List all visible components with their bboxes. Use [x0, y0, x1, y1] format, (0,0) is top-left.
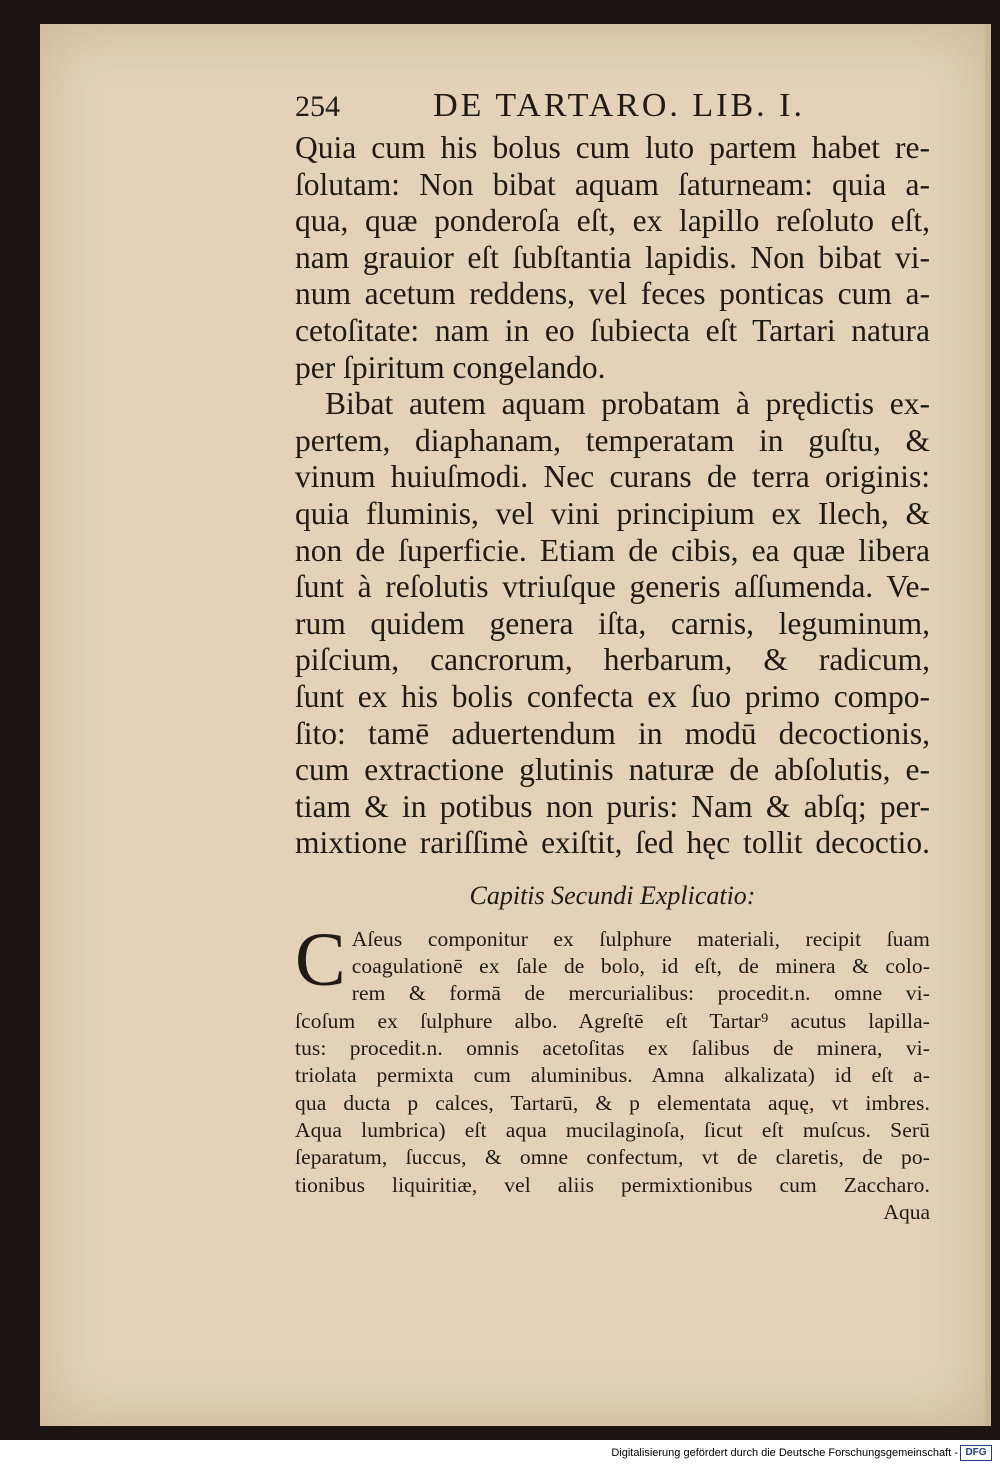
- commentary-line: coagulationē ex ſale de bolo, id eſt, de minera & colo-: [351, 954, 930, 979]
- text-line: tiam & in potibus non puris: Nam & abſq; per-: [295, 788, 930, 824]
- commentary-line: tionibus liquiritiæ, vel aliis permixtionibus cum Zaccharo.: [295, 1172, 930, 1197]
- text-line: mixtione rariſſimè exiſtit, ſed hęc tollit decoctio.: [295, 825, 930, 861]
- text-line: ſito: tamē aduertendum in modū decoctionis,: [295, 715, 930, 751]
- text-line: cetoſitate: nam in eo ſubiecta eſt Tartari natura: [295, 312, 930, 348]
- text-line: Quia cum his bolus cum luto partem habet re-: [295, 130, 930, 165]
- running-title: DE TARTARO. LIB. I.: [433, 87, 805, 124]
- commentary-line: tus: procedit.n. omnis acetoſitas ex ſalibus de minera, vi-: [295, 1036, 930, 1061]
- dfg-logo-icon[interactable]: DFG: [960, 1445, 992, 1461]
- commentary-text: [295, 917, 930, 1199]
- running-head: [295, 84, 805, 130]
- commentary-line: ſeparatum, ſuccus, & omne confectum, vt de claretis, de po-: [295, 1145, 930, 1170]
- book-page: [40, 24, 985, 1426]
- commentary-line: ſcoſum ex ſulphure albo. Agreſtē eſt Tartar⁹ acutus lapilla-: [295, 1008, 930, 1033]
- text-line: cum extractione glutinis naturæ de abſolutis, e-: [295, 752, 930, 788]
- text-line: ſunt ex his bolis confecta ex ſuo primo compo-: [295, 678, 930, 714]
- drop-capital: C: [295, 917, 346, 1002]
- text-line: ſunt à reſolutis vtriuſque generis aſſumenda. Ve-: [295, 569, 930, 605]
- text-line: nam grauior eſt ſubſtantia lapidis. Non bibat vi-: [295, 239, 930, 275]
- text-line: qua, quæ ponderoſa eſt, ex lapillo reſoluto eſt,: [295, 203, 930, 239]
- commentary-line: triolata permixta cum aluminibus. Amna alkalizata) id eſt a-: [295, 1063, 930, 1088]
- catchword: Aqua: [883, 1199, 930, 1224]
- commentary-line: Aſeus componitur ex ſulphure materiali, recipit ſuam: [351, 926, 930, 951]
- text-line: num acetum reddens, vel feces ponticas cum a-: [295, 276, 930, 312]
- commentary-line: Aqua lumbrica) eſt aqua mucilaginoſa, ſicut eſt muſcus. Serū: [295, 1117, 930, 1142]
- section-heading: Capitis Secundi Explicatio:: [469, 880, 756, 910]
- page-edge: [985, 24, 991, 1426]
- text-line: ſolutam: Non bibat aquam ſaturneam: quia a-: [295, 166, 930, 202]
- text-line: non de ſuperficie. Etiam de cibis, ea quæ libera: [295, 532, 930, 568]
- page-number: 254: [295, 90, 340, 123]
- commentary-line: rem & formā de mercurialibus: procedit.n. omne vi-: [351, 981, 930, 1006]
- text-line: rum quidem genera iſta, carnis, leguminum,: [295, 605, 930, 641]
- footer-bar: [0, 1440, 1000, 1465]
- text-block: [295, 84, 985, 1226]
- text-line: piſcium, cancrorum, herbarum, & radicum,: [295, 642, 930, 678]
- text-line: per ſpiritum congelando.: [295, 349, 606, 385]
- commentary-line: qua ducta p calces, Tartarū, & p elementata aquę, vt imbres.: [295, 1090, 930, 1115]
- text-line: Bibat autem aquam probatam à prędictis ex-: [325, 386, 930, 422]
- text-line: quia fluminis, vel vini principium ex Ilech, &: [295, 495, 930, 531]
- text-line: vinum huiuſmodi. Nec curans de terra originis:: [295, 459, 930, 495]
- funding-credit: Digitalisierung gefördert durch die Deutsche Forschungsgemeinschaft -: [611, 1447, 958, 1459]
- text-line: pertem, diaphanam, temperatam in guſtu, &: [295, 422, 930, 458]
- main-text: [295, 130, 930, 862]
